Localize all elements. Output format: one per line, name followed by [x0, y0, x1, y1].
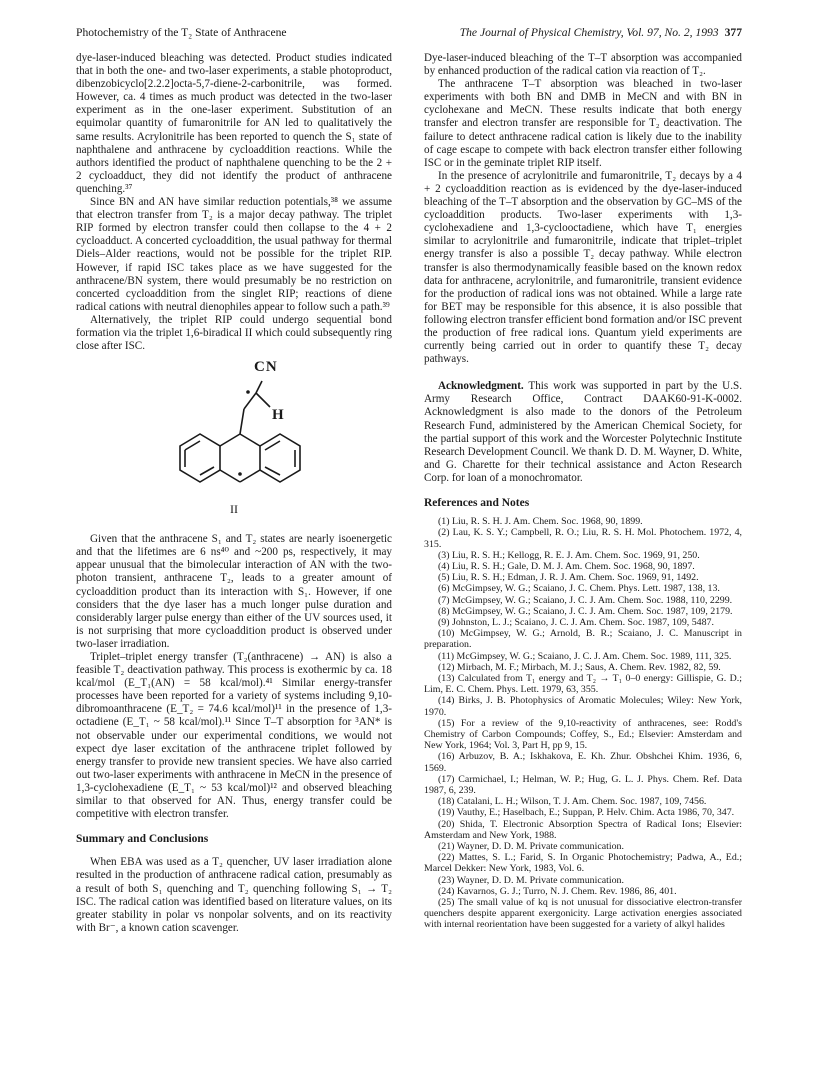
references-heading: References and Notes [424, 497, 530, 509]
reference-item: (2) Lau, K. S. Y.; Campbell, R. O.; Liu, R. S. H. Mol. Photochem. 1972, 4, 315. [424, 527, 742, 550]
paragraph: When EBA was used as a T₂ quencher, UV laser irradiation alone resulted in the production of anthracene radical cation, presumably as a result of both S₁ quenching and T₂ quenching following S₁ → T₂ ISC. The radical cation was identified based on literature values, on its greater stability in polar vs nonpolar solvents, and on its reactivity with Br⁻, a known cation scavenger. [76, 856, 392, 934]
reference-item: (8) McGimpsey, W. G.; Scaiano, J. C. J. Am. Chem. Soc. 1987, 109, 2179. [438, 605, 733, 617]
paragraph: The anthracene T–T absorption was bleached in two-laser experiments with both BN and DMB in MeCN and with BN in cyclohexane and MeCN. These results indicate that both energy transfer and electron transfer are responsible for T₂ deactivation. The failure to detect anthracene radical cation is likely due to the inability of cage escape to compete with back electron transfer either following ISC or in the geminate triplet RIP itself. [424, 78, 742, 169]
paragraph: Alternatively, the triplet RIP could undergo sequential bond formation via the triplet 1,6-biradical II which could subsequently ring close after ISC. [76, 313, 392, 353]
reference-item: (22) Mattes, S. L.; Farid, S. In Organic Photochemistry; Padwa, A., Ed.; Marcel Dekker: New York, 1983, Vol. 6. [424, 852, 742, 875]
reference-item: (25) The small value of kq is not unusual for dissociative electron-transfer quenchers despite apparent exergonicity. Large activation energies associated with internal reorientation have been suggested for a variety of alkyl halides [424, 897, 742, 931]
reference-item: (18) Catalani, L. H.; Wilson, T. J. Am. Chem. Soc. 1987, 109, 7456. [438, 796, 707, 808]
paragraph: dye-laser-induced bleaching was detected. Product studies indicated that in both the one- and two-laser experiments, a stable photoproduct, dibenzobicyclo[2.2.2]octa-5,7-diene-2-carbonitrile, was formed. However, ca. 4 times as much product was detected in the two-laser experiment as in the one-laser experiment. Substitution of an equimolar quantity of fumaronitrile for AN led to qualitatively the same results. Acrylonitrile has been reported to quench the S₁ state of naphthalene and anthracene by cycloaddition reactions. While the authors identified the product of naphthalene quenching to be the 2 + 2 cycloadduct, they did not identify the product of anthracene quenching.³⁷ [76, 52, 392, 195]
cn-group-label: CN [254, 359, 278, 376]
reference-item: (12) Mirbach, M. F.; Mirbach, M. J.; Saus, A. Chem. Rev. 1982, 82, 59. [438, 661, 721, 673]
reference-item: (20) Shida, T. Electronic Absorption Spectra of Radical Ions; Elsevier: Amsterdam and New York, 1988. [424, 818, 742, 841]
acknowledgment-heading: Acknowledgment. [438, 380, 524, 393]
compound-number-label: II [230, 502, 238, 517]
paragraph: Dye-laser-induced bleaching of the T–T absorption was accompanied by enhanced production of the radical cation via reaction of T₂. [424, 52, 742, 78]
reference-list [424, 516, 742, 931]
biradical-structure-figure [76, 359, 392, 527]
running-title: Photochemistry of the T₂ State of Anthracene [76, 26, 287, 39]
reference-item: (23) Wayner, D. D. M. Private communication. [438, 874, 624, 886]
reference-item: (3) Liu, R. S. H.; Kellogg, R. E. J. Am. Chem. Soc. 1969, 91, 250. [438, 549, 700, 561]
reference-item: (21) Wayner, D. D. M. Private communication. [438, 840, 624, 852]
reference-item: (14) Birks, J. B. Photophysics of Aromatic Molecules; Wiley: New York, 1970. [424, 695, 742, 718]
radical-dot [238, 472, 242, 476]
paragraph: In the presence of acrylonitrile and fumaronitrile, T₂ decays by a 4 + 2 cycloaddition reaction as is evidenced by the dye-laser-induced bleaching of the T–T absorption and the observation by GC–MS of the cycloaddition products. Two-laser experiments with 1,3-cyclohexadiene and 1,3-cyclooctadiene, which have T₁ energies similar to acrylonitrile and fumaronitrile, indicate that triplet–triplet energy transfer is also a possible T₂ decay pathway. While electron transfer is also thermodynamically feasible based on the known redox data for anthracene, acrylonitrile, and fumaronitrile, transient evidence for the production of radical ions was not obtained. While a large rate for BET may be responsible for this absence, it is also possible that following electron transfer efficient bond formation and/or ISC prevent the production of free radical ions. Quantum yield experiments are currently being carried out in order to quantify these T₂ decay pathways. [424, 169, 742, 366]
paragraph: Given that the anthracene S₁ and T₂ states are nearly isoenergetic and that the lifetimes are 6 ns⁴⁰ and ~200 ps, respectively, it may appear unusual that the bimolecular interaction of AN with the two-photon transient, anthracene T₂, leads to a greater amount of cycloaddition product than its interaction with S₁. However, if one considers that the dye laser has a much longer pulse duration and considerably larger pulse energy than either of the UV sources used, it is not surprising that more cycloaddition product is observed under two-laser irradiation. [76, 533, 392, 650]
reference-item: (10) McGimpsey, W. G.; Arnold, B. R.; Scaiano, J. C. Manuscript in preparation. [424, 628, 742, 651]
reference-item: (4) Liu, R. S. H.; Gale, D. M. J. Am. Chem. Soc. 1968, 90, 1897. [438, 560, 695, 572]
right-column [424, 52, 742, 931]
reference-item: (9) Johnston, L. J.; Scaiano, J. C. J. Am. Chem. Soc. 1987, 109, 5487. [438, 616, 714, 628]
journal-citation [460, 26, 742, 39]
paragraph: Triplet–triplet energy transfer (T₂(anthracene) → AN) is also a feasible T₂ deactivation pathway. This process is exothermic by ca. 18 kcal/mol (E_T₁(AN) = 58 kcal/mol).⁴¹ Similar energy-transfer processes have been reported for a variety of systems including 9,10-dibromoanthracene (E_T₂ = 74.6 kcal/mol)¹¹ in the presence of 1,3-octadiene (E_T₁ ~ 58 kcal/mol).¹¹ Since T–T absorption for ³AN* is not observable under our experimental conditions, we would not expect dye laser excitation of the anthracene triplet followed by energy transfer to provide new transient species. We have also carried out two-laser experiments with anthracene in MeCN in the presence of 1,3-cyclohexadiene (E_T₁ ~ 53 kcal/mol)¹² and observed bleaching similar to that observed for AN. Thus, energy transfer could be competitive with electron transfer. [76, 651, 392, 821]
reference-item: (17) Carmichael, I.; Helman, W. P.; Hug, G. L. J. Phys. Chem. Ref. Data 1987, 6, 239. [424, 773, 742, 796]
reference-item: (16) Arbuzov, B. A.; Iskhakova, E. Kh. Zhur. Obshchei Khim. 1936, 6, 1569. [424, 751, 742, 774]
reference-item: (6) McGimpsey, W. G.; Scaiano, J. C. Chem. Phys. Lett. 1987, 138, 13. [438, 583, 720, 595]
acknowledgment-text: This work was supported in part by the U.S. Army Research Office, Contract DAAK60-91-K-0002. Acknowledgment is also made to the donors of the Petroleum Research Fund, administered by the American Chemical Society, for the partial support of this work and the Worcester Polytechnic Institute Research Development Council. We thank D. D. M. Wayner, D. White, and G. Charette for their technical assistance and Acton Research Corp. for loan of a monochromator. [424, 380, 742, 484]
page-header [0, 26, 820, 44]
left-column [76, 52, 392, 935]
reference-item: (11) McGimpsey, W. G.; Scaiano, J. C. J. Am. Chem. Soc. 1989, 111, 325. [438, 650, 732, 662]
reference-item: (1) Liu, R. S. H. J. Am. Chem. Soc. 1968, 90, 1899. [438, 516, 643, 528]
reference-item: (13) Calculated from T₁ energy and T₂ → T₁ 0–0 energy: Gillispie, G. D.; Lim, E. C. Chem. Phys. Lett. 1979, 63, 355. [424, 672, 742, 696]
hydrogen-label: H [272, 407, 284, 424]
page-number: 377 [724, 26, 742, 39]
journal-name: The Journal of Physical Chemistry, Vol. 97, No. 2, 1993 [459, 26, 719, 39]
reference-item: (5) Liu, R. S. H.; Edman, J. R. J. Am. Chem. Soc. 1969, 91, 1492. [438, 572, 699, 584]
radical-dot [246, 390, 250, 394]
reference-item: (24) Kavarnos, G. J.; Turro, N. J. Chem. Rev. 1986, 86, 401. [438, 885, 677, 897]
acknowledgment [424, 380, 742, 485]
paragraph: Since BN and AN have similar reduction potentials,³⁸ we assume that electron transfer from T₂ is a major decay pathway. The triplet RIP formed by electron transfer could then collapse to the 4 + 2 cycloadduct. A concerted cycloaddition, the usual pathway for thermal Diels–Alder reactions, would not be possible for the triplet RIP. However, if rapid ISC takes place as we have suggested for the anthracene/BN system, there would presumably be no restriction on concerted cycloaddition from the singlet RIP; reactions of diene radical cations with neutral dienophiles appear to follow such a path.³⁹ [76, 196, 392, 313]
reference-item: (7) McGimpsey, W. G.; Scaiano, J. C. J. Am. Chem. Soc. 1988, 110, 2299. [438, 594, 733, 606]
reference-item: (15) For a review of the 9,10-reactivity of anthracenes, see: Rodd's Chemistry of Carbon Compounds; Coffey, S., Ed.; Elsevier: Amsterdam and New York, 1964; Vol. 3, Part H, pp 9, 15. [424, 717, 742, 752]
reference-item: (19) Vauthy, E.; Haselbach, E.; Suppan, P. Helv. Chim. Acta 1986, 70, 347. [438, 807, 735, 819]
section-heading: Summary and Conclusions [76, 833, 209, 846]
